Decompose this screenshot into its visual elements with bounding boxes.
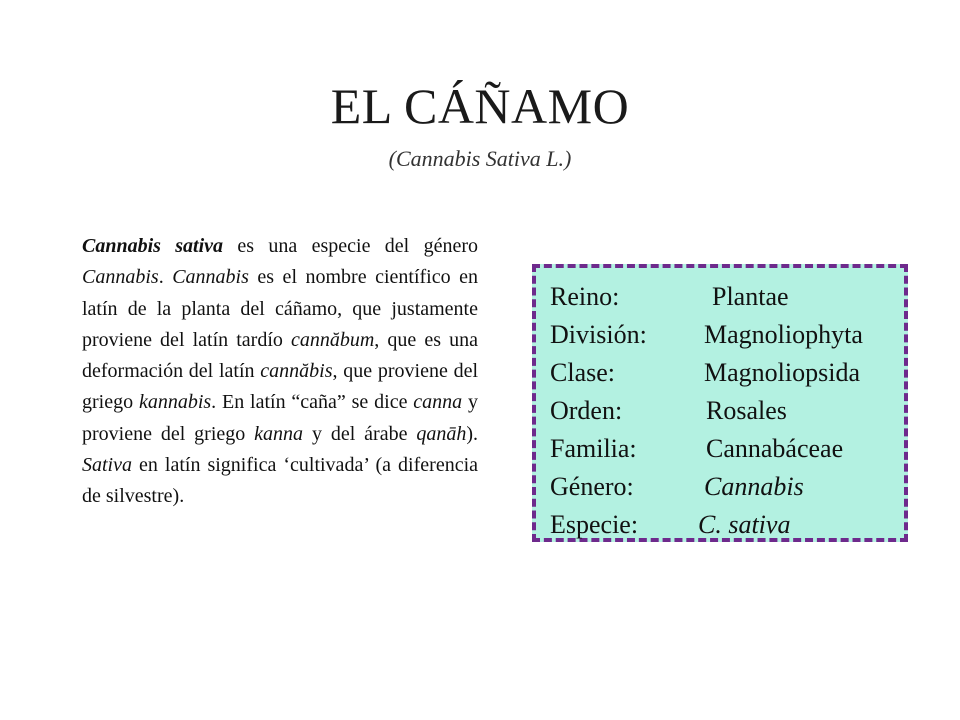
text-segment: , que proviene del griego xyxy=(82,360,479,414)
taxonomy-rank-label: División: xyxy=(550,320,647,349)
taxonomy-rank-value: Cannabis xyxy=(704,472,804,501)
taxonomy-row xyxy=(544,468,904,506)
taxonomy-rank-value: Magnoliopsida xyxy=(704,358,860,387)
taxonomy-row xyxy=(544,316,904,354)
taxonomy-rank-value: Plantae xyxy=(712,282,789,311)
taxonomy-row xyxy=(544,278,904,316)
italic-term: cannăbis xyxy=(260,360,333,383)
taxonomy-rank-value: Cannabáceae xyxy=(706,434,844,463)
taxonomy-rank-value: C. sativa xyxy=(698,510,791,539)
taxonomy-row xyxy=(544,506,904,544)
taxonomy-row xyxy=(544,354,904,392)
italic-term: canna xyxy=(413,391,463,414)
taxonomy-rank-label: Clase: xyxy=(550,358,615,387)
text-segment: y del árabe xyxy=(303,422,417,445)
taxonomy-row xyxy=(544,392,904,430)
description-paragraph xyxy=(82,231,478,513)
text-segment: es el nombre científico en latín de la planta del cáñamo, que justamente proviene del latín tardío xyxy=(82,266,478,351)
species-name: Cannabis sativa xyxy=(82,235,224,257)
italic-term: cannăbum xyxy=(290,328,375,351)
taxonomy-row xyxy=(544,430,904,468)
text-segment: . xyxy=(158,266,173,289)
text-segment: y proviene del griego xyxy=(82,391,479,445)
text-segment: es una especie del género xyxy=(223,235,478,257)
taxonomy-rank-label: Reino: xyxy=(550,282,620,311)
text-segment: , que es una deformación del latín xyxy=(82,328,478,383)
taxonomy-rank-label: Orden: xyxy=(550,396,623,425)
italic-term: Cannabis xyxy=(82,266,159,289)
page-title: EL CÁÑAMO xyxy=(330,78,630,134)
italic-term: qanāh xyxy=(416,422,467,445)
text-segment: . En latín “caña” se dice xyxy=(211,391,414,414)
taxonomy-rank-value: Magnoliophyta xyxy=(704,320,863,349)
text-segment: en latín significa ‘cultivada’ (a diferencia de silvestre). xyxy=(82,454,478,508)
italic-term: kannabis xyxy=(138,391,212,414)
taxonomy-rank-label: Género: xyxy=(550,472,634,501)
italic-term: kanna xyxy=(254,422,304,445)
taxonomy-rank-label: Especie: xyxy=(550,510,639,539)
taxonomy-box xyxy=(532,264,908,542)
page-subtitle: (Cannabis Sativa L.) xyxy=(388,146,572,171)
italic-term: Cannabis xyxy=(172,266,249,289)
taxonomy-rank-label: Familia: xyxy=(550,434,637,463)
taxonomy-rank-value: Rosales xyxy=(706,396,787,425)
text-segment: ). xyxy=(466,422,479,445)
italic-term: Sativa xyxy=(82,454,132,477)
